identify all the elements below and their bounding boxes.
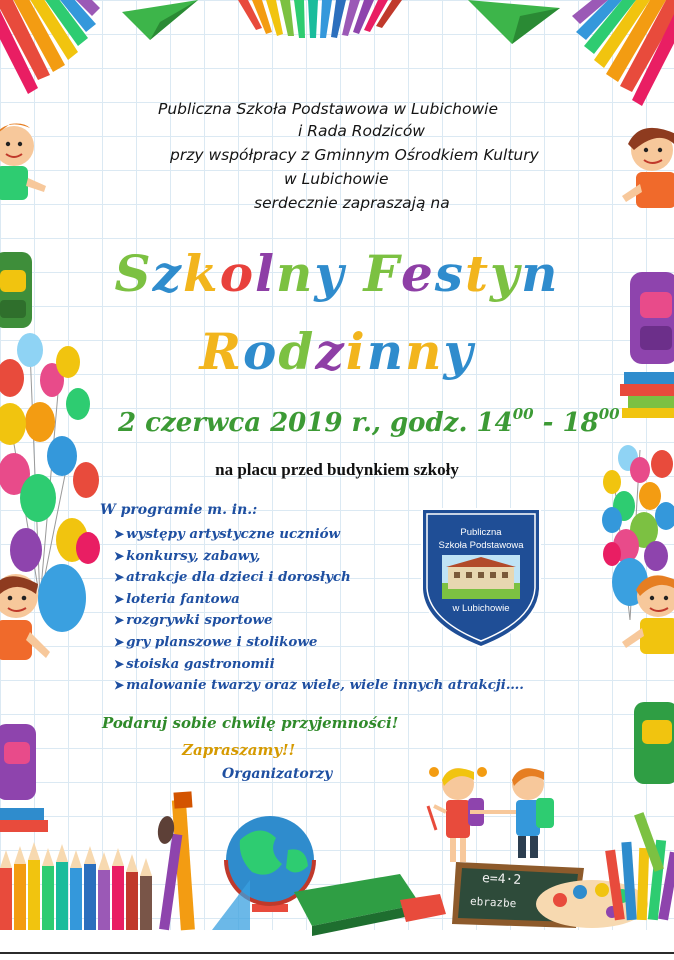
title-letter: S bbox=[114, 244, 153, 303]
chalkboard-word: ebrazbe bbox=[469, 894, 517, 911]
arrow-bullet-icon: ➤ bbox=[114, 678, 125, 693]
header-line-cooperation: przy współpracy z Gminnym Ośrodkiem Kultury bbox=[170, 146, 539, 164]
arrow-bullet-icon: ➤ bbox=[114, 548, 125, 563]
school-crest bbox=[418, 505, 544, 651]
title-letter: n bbox=[405, 322, 444, 381]
backpack-bottom-left-icon bbox=[0, 724, 36, 800]
header-line-council: i Rada Rodziców bbox=[298, 122, 425, 140]
program-item-text: konkursy, zabawy, bbox=[126, 547, 261, 564]
title-letter: y bbox=[490, 244, 522, 303]
title-letter: n bbox=[521, 244, 560, 303]
event-date: 2 czerwca 2019 r., godz. 14 bbox=[118, 408, 513, 438]
arrow-bullet-icon: ➤ bbox=[114, 656, 125, 671]
arrow-bullet-icon: ➤ bbox=[114, 591, 125, 606]
title-letter: o bbox=[219, 244, 256, 303]
closing-invite-text: Zapraszamy!! bbox=[182, 741, 296, 759]
colored-pencils-top-left-icon bbox=[0, 0, 100, 94]
program-heading: W programie m. in.: bbox=[100, 502, 258, 518]
title-letter: F bbox=[363, 244, 401, 303]
closing-gift-text: Podaruj sobie chwilę przyjemności! bbox=[102, 714, 399, 732]
header-line-invitation: serdecznie zapraszają na bbox=[254, 194, 450, 212]
program-item-text: malowanie twarzy oraz wiele, wiele innych atrakcji…. bbox=[126, 677, 524, 694]
crest-text-line-2: Szkoła Podstawowa bbox=[438, 540, 524, 551]
books-bottom-left-icon bbox=[0, 808, 48, 832]
chalkboard-formula: e=4·2 bbox=[481, 870, 522, 889]
program-item-text: stoiska gastronomii bbox=[126, 655, 275, 672]
title-letter: y bbox=[314, 244, 346, 303]
start-minutes: 00 bbox=[512, 405, 534, 423]
end-minutes: 00 bbox=[598, 405, 620, 423]
arrow-bullet-icon: ➤ bbox=[114, 634, 125, 649]
time-separator: - 18 bbox=[533, 408, 599, 438]
program-item-text: loteria fantowa bbox=[126, 590, 240, 607]
event-place: na placu przed budynkiem szkoły bbox=[215, 460, 459, 479]
arrow-bullet-icon: ➤ bbox=[114, 570, 125, 585]
crest-text-line-3: w Lubichowie bbox=[452, 603, 510, 614]
title-letter: n bbox=[276, 244, 315, 303]
header-line-place: w Lubichowie bbox=[284, 170, 389, 188]
header-line-school: Publiczna Szkoła Podstawowa w Lubichowie bbox=[158, 100, 498, 118]
title-letter: k bbox=[183, 244, 220, 303]
cartoon-kid-top-left-icon bbox=[0, 124, 46, 201]
colored-pencils-bottom-left-icon bbox=[0, 842, 152, 930]
title-letter: R bbox=[199, 322, 244, 381]
title-letter: z bbox=[315, 322, 346, 381]
title-line-2 bbox=[0, 322, 674, 381]
program-item-text: gry planszowe i stolikowe bbox=[126, 633, 318, 650]
backpack-bottom-right-icon bbox=[634, 702, 674, 784]
green-book-icon bbox=[294, 874, 446, 936]
title-letter: n bbox=[366, 322, 406, 381]
title-letter: l bbox=[255, 244, 277, 303]
arrow-bullet-icon: ➤ bbox=[114, 527, 125, 541]
paper-plane-left-icon bbox=[122, 0, 198, 40]
cartoon-kids-walking-icon bbox=[428, 767, 554, 862]
program-item bbox=[114, 654, 524, 676]
program-item-text: atrakcje dla dzieci i dorosłych bbox=[126, 569, 351, 586]
program-item bbox=[114, 675, 524, 697]
title-letter: o bbox=[243, 322, 279, 381]
colored-pencils-bottom-right-icon bbox=[605, 812, 674, 920]
colored-pencils-top-middle-icon bbox=[238, 0, 402, 38]
title-letter: z bbox=[152, 244, 184, 303]
paint-brushes-icon bbox=[156, 791, 195, 930]
title-letter: s bbox=[434, 244, 465, 303]
arrow-bullet-icon: ➤ bbox=[114, 613, 125, 628]
title-letter: e bbox=[400, 244, 435, 303]
cartoon-kid-top-right-icon bbox=[622, 128, 674, 208]
set-square-icon bbox=[212, 880, 250, 930]
title-line-1 bbox=[0, 244, 674, 303]
event-date-time bbox=[118, 405, 620, 438]
title-letter: i bbox=[345, 322, 367, 381]
paper-plane-right-icon bbox=[468, 0, 560, 44]
crest-text-line-1: Publiczna bbox=[460, 527, 502, 538]
closing-organizers-text: Organizatorzy bbox=[222, 766, 333, 782]
title-letter: t bbox=[464, 244, 491, 303]
program-item-text: występy artystyczne uczniów bbox=[126, 526, 341, 542]
title-letter: y bbox=[443, 322, 475, 381]
colored-pencils-top-right-icon bbox=[572, 0, 674, 106]
title-letter: d bbox=[278, 322, 316, 381]
program-item-text: rozgrywki sportowe bbox=[126, 612, 273, 629]
